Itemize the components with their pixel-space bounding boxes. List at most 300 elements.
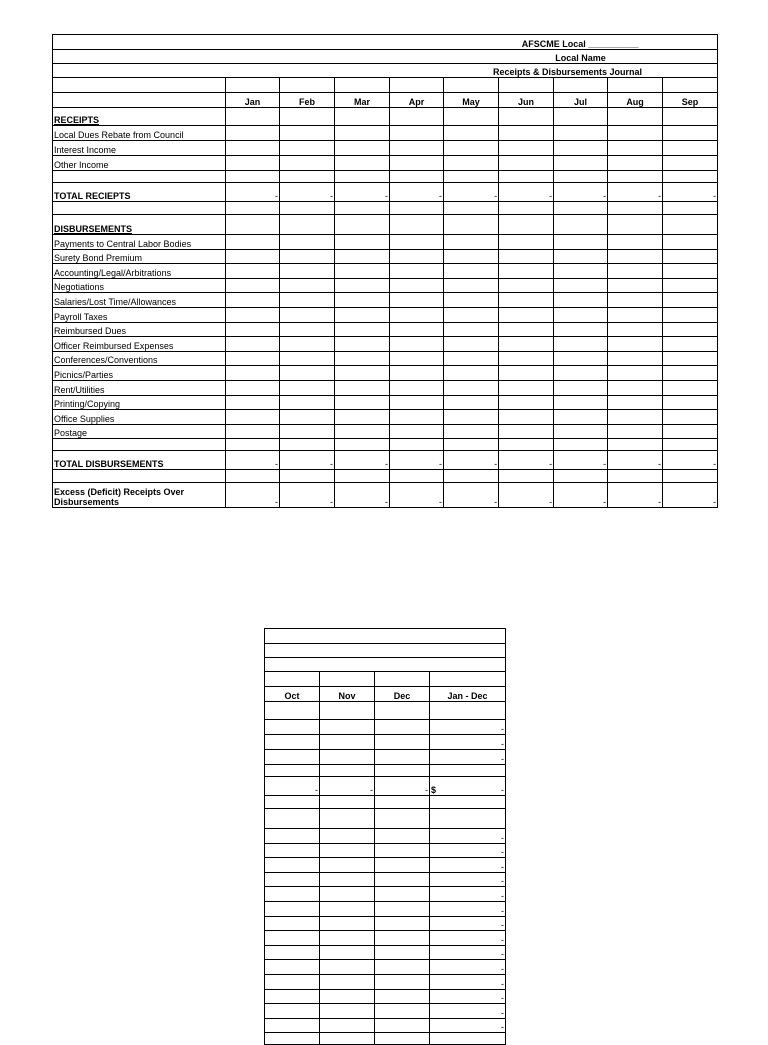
year-total-value: - bbox=[430, 872, 506, 887]
amount-cell[interactable] bbox=[265, 720, 320, 735]
amount-cell[interactable] bbox=[335, 322, 390, 337]
amount-cell[interactable] bbox=[335, 156, 390, 171]
amount-cell[interactable] bbox=[226, 366, 280, 381]
amount-cell[interactable] bbox=[390, 351, 444, 366]
disbursement-item-label: Surety Bond Premium bbox=[53, 249, 226, 264]
month-header: Jun bbox=[499, 93, 554, 108]
amount-cell[interactable] bbox=[499, 322, 554, 337]
disbursement-item-label: Payroll Taxes bbox=[53, 307, 226, 322]
amount-cell[interactable] bbox=[320, 858, 375, 873]
line-item-row bbox=[53, 264, 718, 279]
amount-cell[interactable] bbox=[375, 989, 430, 1004]
amount-cell[interactable] bbox=[265, 945, 320, 960]
line-item-row bbox=[265, 1018, 506, 1033]
year-total-receipts bbox=[430, 777, 506, 796]
amount-cell[interactable] bbox=[265, 901, 320, 916]
line-item-row bbox=[53, 141, 718, 156]
amount-cell[interactable] bbox=[608, 249, 663, 264]
amount-cell[interactable] bbox=[608, 293, 663, 308]
year-total-value: - bbox=[430, 720, 506, 735]
amount-cell[interactable] bbox=[663, 278, 718, 293]
amount-cell[interactable] bbox=[265, 989, 320, 1004]
amount-cell[interactable] bbox=[280, 278, 335, 293]
line-item-row bbox=[265, 974, 506, 989]
amount-cell[interactable] bbox=[554, 410, 608, 425]
amount-cell[interactable] bbox=[608, 307, 663, 322]
amount-cell[interactable] bbox=[335, 235, 390, 250]
amount-cell[interactable] bbox=[390, 293, 444, 308]
amount-cell[interactable] bbox=[390, 156, 444, 171]
amount-cell[interactable] bbox=[320, 901, 375, 916]
amount-cell[interactable] bbox=[280, 249, 335, 264]
blank-row bbox=[265, 796, 506, 809]
amount-cell[interactable] bbox=[375, 872, 430, 887]
amount-cell[interactable] bbox=[444, 307, 499, 322]
receipt-item-label: Local Dues Rebate from Council bbox=[53, 126, 226, 141]
year-total-value: - bbox=[430, 960, 506, 975]
amount-cell[interactable] bbox=[280, 126, 335, 141]
total-value: - bbox=[608, 183, 663, 202]
amount-cell[interactable] bbox=[375, 720, 430, 735]
amount-cell[interactable] bbox=[608, 337, 663, 352]
amount-cell[interactable] bbox=[608, 264, 663, 279]
month-header: Oct bbox=[265, 687, 320, 702]
excess-row bbox=[53, 483, 718, 508]
amount-cell[interactable] bbox=[335, 264, 390, 279]
excess-value: - bbox=[280, 483, 335, 508]
line-item-row bbox=[265, 916, 506, 931]
journal-table-oct-total bbox=[264, 628, 506, 1045]
amount-cell[interactable] bbox=[265, 1004, 320, 1019]
amount-cell[interactable] bbox=[390, 424, 444, 439]
amount-cell[interactable] bbox=[226, 235, 280, 250]
amount-cell[interactable] bbox=[390, 410, 444, 425]
total-value: - bbox=[226, 451, 280, 470]
amount-cell[interactable] bbox=[265, 872, 320, 887]
amount-cell[interactable] bbox=[375, 901, 430, 916]
amount-cell[interactable] bbox=[554, 141, 608, 156]
year-total-value: - bbox=[430, 858, 506, 873]
amount-cell[interactable] bbox=[499, 278, 554, 293]
amount-cell[interactable] bbox=[554, 126, 608, 141]
amount-cell[interactable] bbox=[265, 858, 320, 873]
amount-cell[interactable] bbox=[499, 293, 554, 308]
total-value: - bbox=[499, 451, 554, 470]
amount-cell[interactable] bbox=[390, 366, 444, 381]
amount-cell[interactable] bbox=[444, 351, 499, 366]
amount-cell[interactable] bbox=[444, 278, 499, 293]
disbursement-item-label: Negotiations bbox=[53, 278, 226, 293]
disbursement-item-label: Postage bbox=[53, 424, 226, 439]
amount-cell[interactable] bbox=[320, 750, 375, 765]
amount-cell[interactable] bbox=[280, 156, 335, 171]
amount-cell[interactable] bbox=[554, 264, 608, 279]
disbursement-item-label: Conferences/Conventions bbox=[53, 351, 226, 366]
amount-cell[interactable] bbox=[499, 141, 554, 156]
amount-cell[interactable] bbox=[390, 264, 444, 279]
amount-cell[interactable] bbox=[375, 931, 430, 946]
amount-cell[interactable] bbox=[608, 278, 663, 293]
amount-cell[interactable] bbox=[663, 156, 718, 171]
amount-cell[interactable] bbox=[375, 1018, 430, 1033]
spacer-row bbox=[53, 78, 718, 93]
amount-cell[interactable] bbox=[663, 235, 718, 250]
amount-cell[interactable] bbox=[444, 337, 499, 352]
amount-cell[interactable] bbox=[320, 1004, 375, 1019]
amount-cell[interactable] bbox=[444, 141, 499, 156]
amount-cell[interactable] bbox=[444, 249, 499, 264]
month-header: Sep bbox=[663, 93, 718, 108]
amount-cell[interactable] bbox=[335, 307, 390, 322]
amount-cell[interactable] bbox=[335, 351, 390, 366]
total-value: - bbox=[320, 777, 375, 796]
line-item-row bbox=[265, 989, 506, 1004]
amount-cell[interactable] bbox=[280, 351, 335, 366]
line-item-row bbox=[53, 424, 718, 439]
total-value: - bbox=[375, 777, 430, 796]
amount-cell[interactable] bbox=[320, 829, 375, 844]
amount-cell[interactable] bbox=[280, 307, 335, 322]
amount-cell[interactable] bbox=[444, 395, 499, 410]
amount-cell[interactable] bbox=[608, 126, 663, 141]
amount-cell[interactable] bbox=[280, 293, 335, 308]
amount-cell[interactable] bbox=[226, 337, 280, 352]
line-item-row bbox=[53, 366, 718, 381]
amount-cell[interactable] bbox=[335, 366, 390, 381]
amount-cell[interactable] bbox=[375, 735, 430, 750]
amount-cell[interactable] bbox=[499, 126, 554, 141]
amount-cell[interactable] bbox=[320, 974, 375, 989]
amount-cell[interactable] bbox=[320, 989, 375, 1004]
line-item-row bbox=[53, 307, 718, 322]
amount-cell[interactable] bbox=[499, 307, 554, 322]
line-item-row bbox=[265, 931, 506, 946]
amount-cell[interactable] bbox=[226, 380, 280, 395]
amount-cell[interactable] bbox=[390, 322, 444, 337]
line-item-row bbox=[53, 235, 718, 250]
amount-cell[interactable] bbox=[375, 829, 430, 844]
month-header: Jul bbox=[554, 93, 608, 108]
total-receipts-label: TOTAL RECIEPTS bbox=[53, 183, 226, 202]
amount-cell[interactable] bbox=[375, 750, 430, 765]
header-row-3 bbox=[265, 658, 506, 672]
amount-cell[interactable] bbox=[335, 395, 390, 410]
amount-cell[interactable] bbox=[375, 858, 430, 873]
amount-cell[interactable] bbox=[390, 126, 444, 141]
line-item-row bbox=[265, 858, 506, 873]
amount-cell[interactable] bbox=[554, 366, 608, 381]
amount-cell[interactable] bbox=[280, 264, 335, 279]
disbursements-heading: DISBURSEMENTS bbox=[53, 215, 226, 235]
amount-cell[interactable] bbox=[499, 249, 554, 264]
amount-cell[interactable] bbox=[335, 278, 390, 293]
amount-cell[interactable] bbox=[663, 141, 718, 156]
year-total-value: - bbox=[430, 974, 506, 989]
amount-cell[interactable] bbox=[335, 126, 390, 141]
line-item-row bbox=[53, 337, 718, 352]
amount-cell[interactable] bbox=[320, 945, 375, 960]
amount-cell[interactable] bbox=[499, 395, 554, 410]
amount-cell[interactable] bbox=[554, 156, 608, 171]
amount-cell[interactable] bbox=[390, 278, 444, 293]
amount-cell[interactable] bbox=[608, 380, 663, 395]
amount-cell[interactable] bbox=[554, 322, 608, 337]
line-item-row bbox=[53, 249, 718, 264]
receipts-heading-row bbox=[265, 702, 506, 720]
month-header: May bbox=[444, 93, 499, 108]
amount-cell[interactable] bbox=[280, 366, 335, 381]
line-item-row bbox=[265, 750, 506, 765]
total-value: - bbox=[499, 183, 554, 202]
disbursements-heading-row bbox=[265, 809, 506, 829]
amount-cell[interactable] bbox=[320, 720, 375, 735]
amount-cell[interactable] bbox=[663, 126, 718, 141]
amount-cell[interactable] bbox=[663, 264, 718, 279]
amount-cell[interactable] bbox=[608, 395, 663, 410]
amount-cell[interactable] bbox=[554, 424, 608, 439]
amount-cell[interactable] bbox=[554, 395, 608, 410]
amount-cell[interactable] bbox=[265, 829, 320, 844]
receipt-item-label: Other Income bbox=[53, 156, 226, 171]
amount-cell[interactable] bbox=[390, 141, 444, 156]
line-item-row bbox=[265, 901, 506, 916]
amount-cell[interactable] bbox=[390, 235, 444, 250]
total-value: - bbox=[663, 183, 718, 202]
header-row-1 bbox=[53, 35, 718, 50]
amount-cell[interactable] bbox=[265, 735, 320, 750]
amount-cell[interactable] bbox=[499, 235, 554, 250]
amount-cell[interactable] bbox=[226, 126, 280, 141]
amount-cell[interactable] bbox=[375, 887, 430, 902]
line-item-row bbox=[53, 293, 718, 308]
amount-cell[interactable] bbox=[663, 337, 718, 352]
amount-cell[interactable] bbox=[499, 366, 554, 381]
amount-cell[interactable] bbox=[265, 931, 320, 946]
line-item-row bbox=[265, 887, 506, 902]
amount-cell[interactable] bbox=[320, 735, 375, 750]
disbursement-item-label: Rent/Utilities bbox=[53, 380, 226, 395]
amount-cell[interactable] bbox=[280, 235, 335, 250]
amount-cell[interactable] bbox=[265, 750, 320, 765]
amount-cell[interactable] bbox=[375, 1004, 430, 1019]
month-header: Aug bbox=[608, 93, 663, 108]
amount-cell[interactable] bbox=[444, 156, 499, 171]
amount-cell[interactable] bbox=[499, 337, 554, 352]
amount-cell[interactable] bbox=[280, 395, 335, 410]
total-disbursements-row bbox=[53, 451, 718, 470]
amount-cell[interactable] bbox=[265, 887, 320, 902]
amount-cell[interactable] bbox=[663, 424, 718, 439]
amount-cell[interactable] bbox=[390, 380, 444, 395]
amount-cell[interactable] bbox=[280, 380, 335, 395]
amount-cell[interactable] bbox=[335, 380, 390, 395]
year-total-value: - bbox=[430, 887, 506, 902]
amount-cell[interactable] bbox=[320, 931, 375, 946]
line-item-row bbox=[53, 322, 718, 337]
amount-cell[interactable] bbox=[280, 337, 335, 352]
amount-cell[interactable] bbox=[444, 293, 499, 308]
disbursement-item-label: Officer Reimbursed Expenses bbox=[53, 337, 226, 352]
amount-cell[interactable] bbox=[335, 424, 390, 439]
amount-cell[interactable] bbox=[226, 249, 280, 264]
amount-cell[interactable] bbox=[608, 156, 663, 171]
amount-cell[interactable] bbox=[226, 278, 280, 293]
amount-cell[interactable] bbox=[663, 395, 718, 410]
amount-cell[interactable] bbox=[320, 843, 375, 858]
amount-cell[interactable] bbox=[265, 960, 320, 975]
amount-cell[interactable] bbox=[444, 424, 499, 439]
total-value: - bbox=[608, 451, 663, 470]
amount-cell[interactable] bbox=[444, 235, 499, 250]
amount-cell[interactable] bbox=[265, 974, 320, 989]
amount-cell[interactable] bbox=[444, 264, 499, 279]
amount-cell[interactable] bbox=[390, 337, 444, 352]
amount-cell[interactable] bbox=[499, 351, 554, 366]
amount-cell[interactable] bbox=[499, 380, 554, 395]
amount-cell[interactable] bbox=[226, 156, 280, 171]
total-value: - bbox=[226, 183, 280, 202]
amount-cell[interactable] bbox=[335, 293, 390, 308]
amount-cell[interactable] bbox=[320, 872, 375, 887]
amount-cell[interactable] bbox=[226, 322, 280, 337]
amount-cell[interactable] bbox=[280, 410, 335, 425]
amount-cell[interactable] bbox=[608, 366, 663, 381]
amount-cell[interactable] bbox=[444, 322, 499, 337]
month-header: Apr bbox=[390, 93, 444, 108]
excess-value: - bbox=[663, 483, 718, 508]
amount-cell[interactable] bbox=[280, 141, 335, 156]
amount-cell[interactable] bbox=[608, 424, 663, 439]
year-total-value: - bbox=[430, 989, 506, 1004]
amount-cell[interactable] bbox=[375, 960, 430, 975]
amount-cell[interactable] bbox=[663, 366, 718, 381]
local-name: Local Name bbox=[499, 50, 663, 64]
header-row-1 bbox=[265, 629, 506, 644]
amount-cell[interactable] bbox=[390, 395, 444, 410]
amount-cell[interactable] bbox=[226, 410, 280, 425]
amount-cell[interactable] bbox=[265, 916, 320, 931]
amount-cell[interactable] bbox=[444, 126, 499, 141]
amount-cell[interactable] bbox=[663, 380, 718, 395]
amount-cell[interactable] bbox=[320, 1018, 375, 1033]
local-title: AFSCME Local __________ bbox=[499, 35, 663, 50]
amount-cell[interactable] bbox=[226, 141, 280, 156]
line-item-row bbox=[265, 829, 506, 844]
amount-cell[interactable] bbox=[444, 380, 499, 395]
amount-cell[interactable] bbox=[663, 307, 718, 322]
amount-cell[interactable] bbox=[265, 843, 320, 858]
journal-title: Receipts & Disbursements Journal bbox=[444, 64, 663, 78]
year-total-value: - bbox=[501, 785, 504, 795]
amount-cell[interactable] bbox=[375, 974, 430, 989]
month-header-row bbox=[265, 687, 506, 702]
disbursement-item-label: Picnics/Parties bbox=[53, 366, 226, 381]
amount-cell[interactable] bbox=[663, 293, 718, 308]
amount-cell[interactable] bbox=[554, 293, 608, 308]
blank-row bbox=[53, 470, 718, 483]
line-item-row bbox=[53, 278, 718, 293]
excess-value: - bbox=[335, 483, 390, 508]
year-total-header: Jan - Dec bbox=[430, 687, 506, 702]
amount-cell[interactable] bbox=[375, 843, 430, 858]
total-receipts-row bbox=[53, 183, 718, 202]
amount-cell[interactable] bbox=[444, 410, 499, 425]
amount-cell[interactable] bbox=[375, 916, 430, 931]
line-item-row bbox=[265, 843, 506, 858]
amount-cell[interactable] bbox=[663, 351, 718, 366]
line-item-row bbox=[265, 720, 506, 735]
amount-cell[interactable] bbox=[226, 307, 280, 322]
amount-cell[interactable] bbox=[265, 1018, 320, 1033]
amount-cell[interactable] bbox=[375, 945, 430, 960]
amount-cell[interactable] bbox=[499, 264, 554, 279]
amount-cell[interactable] bbox=[608, 410, 663, 425]
header-row-2 bbox=[265, 644, 506, 658]
amount-cell[interactable] bbox=[554, 337, 608, 352]
year-total-value: - bbox=[430, 945, 506, 960]
month-header-row bbox=[53, 93, 718, 108]
year-total-value: - bbox=[430, 901, 506, 916]
amount-cell[interactable] bbox=[608, 141, 663, 156]
amount-cell[interactable] bbox=[554, 235, 608, 250]
amount-cell[interactable] bbox=[554, 351, 608, 366]
excess-label: Excess (Deficit) Receipts Over Disbursements bbox=[53, 483, 226, 508]
excess-value: - bbox=[608, 483, 663, 508]
amount-cell[interactable] bbox=[335, 410, 390, 425]
year-total-value: - bbox=[430, 931, 506, 946]
total-value: - bbox=[265, 777, 320, 796]
total-value: - bbox=[280, 451, 335, 470]
amount-cell[interactable] bbox=[499, 156, 554, 171]
amount-cell[interactable] bbox=[554, 307, 608, 322]
amount-cell[interactable] bbox=[320, 916, 375, 931]
amount-cell[interactable] bbox=[335, 337, 390, 352]
line-item-row bbox=[265, 960, 506, 975]
amount-cell[interactable] bbox=[554, 249, 608, 264]
amount-cell[interactable] bbox=[663, 249, 718, 264]
amount-cell[interactable] bbox=[390, 249, 444, 264]
amount-cell[interactable] bbox=[390, 307, 444, 322]
amount-cell[interactable] bbox=[226, 264, 280, 279]
amount-cell[interactable] bbox=[280, 322, 335, 337]
total-value: - bbox=[335, 183, 390, 202]
amount-cell[interactable] bbox=[499, 410, 554, 425]
line-item-row bbox=[265, 735, 506, 750]
amount-cell[interactable] bbox=[320, 960, 375, 975]
amount-cell[interactable] bbox=[608, 235, 663, 250]
amount-cell[interactable] bbox=[608, 351, 663, 366]
month-header: Nov bbox=[320, 687, 375, 702]
amount-cell[interactable] bbox=[444, 366, 499, 381]
amount-cell[interactable] bbox=[663, 322, 718, 337]
amount-cell[interactable] bbox=[280, 424, 335, 439]
blank-row bbox=[53, 439, 718, 451]
amount-cell[interactable] bbox=[320, 887, 375, 902]
amount-cell[interactable] bbox=[226, 293, 280, 308]
amount-cell[interactable] bbox=[335, 141, 390, 156]
amount-cell[interactable] bbox=[226, 424, 280, 439]
amount-cell[interactable] bbox=[499, 424, 554, 439]
amount-cell[interactable] bbox=[554, 278, 608, 293]
amount-cell[interactable] bbox=[554, 380, 608, 395]
amount-cell[interactable] bbox=[608, 322, 663, 337]
amount-cell[interactable] bbox=[226, 351, 280, 366]
amount-cell[interactable] bbox=[335, 249, 390, 264]
year-total-value: - bbox=[430, 735, 506, 750]
blank-row bbox=[53, 171, 718, 183]
amount-cell[interactable] bbox=[663, 410, 718, 425]
amount-cell[interactable] bbox=[226, 395, 280, 410]
